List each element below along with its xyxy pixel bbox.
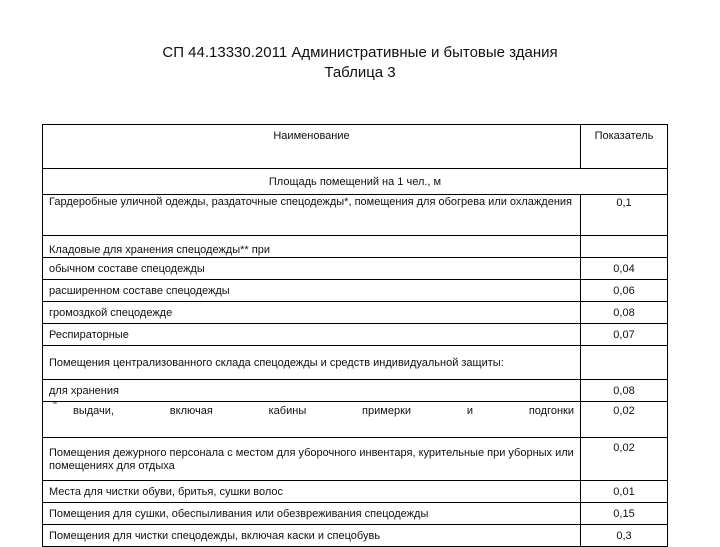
row-name [43,402,581,438]
row-name: Респираторные [43,324,581,346]
row-name: для хранения [43,380,581,402]
row-value: 0,04 [581,258,668,280]
row-word: и [466,405,473,417]
column-header-value: Показатель [581,125,668,169]
table-row [43,236,668,258]
table-header-row [43,125,668,169]
table-row [43,402,668,438]
row-name: Помещения дежурного персонала с местом для уборочного инвентаря, курительные при уборных или помещениях для отдыха [43,438,581,481]
table-row [43,380,668,402]
section-title: Площадь помещений на 1 чел., м [43,169,668,195]
row-value: 0,3 [581,525,668,547]
table-row [43,481,668,503]
table-row [43,346,668,380]
section-row [43,169,668,195]
table-row [43,503,668,525]
row-name: расширенном составе спецодежды [43,280,581,302]
row-name: Гардеробные уличной одежды, раздаточные спецодежды*, помещения для обогрева или охлаждения [43,195,581,236]
table-row [43,525,668,547]
row-value: 0,08 [581,302,668,324]
row-value: 0,08 [581,380,668,402]
row-name: обычном составе спецодежды [43,258,581,280]
row-value: 0,1 [581,195,668,236]
row-word: выдачи, [73,405,114,417]
row-value: 0,02 [581,438,668,481]
row-value [581,346,668,380]
table-row [43,324,668,346]
row-name: Помещения для чистки спецодежды, включая каски и спецобувь [43,525,581,547]
row-word: подгонки [528,405,574,417]
row-name: Помещения централизованного склада спецодежды и средств индивидуальной защиты: [43,346,581,380]
table-row [43,302,668,324]
row-word: примерки [362,405,412,417]
row-value: 0,15 [581,503,668,525]
table-caption: Таблица 3 [324,64,396,81]
row-name: Кладовые для хранения спецодежды** при [43,236,581,258]
table-row [43,280,668,302]
table-row [43,438,668,481]
row-name: Помещения для сушки, обеспыливания или обезвреживания спецодежды [43,503,581,525]
table-row [43,195,668,236]
row-word: включая [169,405,213,417]
row-value [581,236,668,258]
row-name: громоздкой спецодежде [43,302,581,324]
row-word: кабины [268,405,307,417]
row-name: Места для чистки обуви, бритья, сушки волос [43,481,581,503]
row-value: 0,07 [581,324,668,346]
row-value: 0,02 [581,402,668,438]
row-value: 0,01 [581,481,668,503]
table-row [43,258,668,280]
ditto-mark: " [53,400,57,412]
document-title: СП 44.13330.2011 Административные и бытовые здания [162,44,558,61]
norms-table [42,124,668,547]
row-value: 0,06 [581,280,668,302]
column-header-name: Наименование [43,125,581,169]
